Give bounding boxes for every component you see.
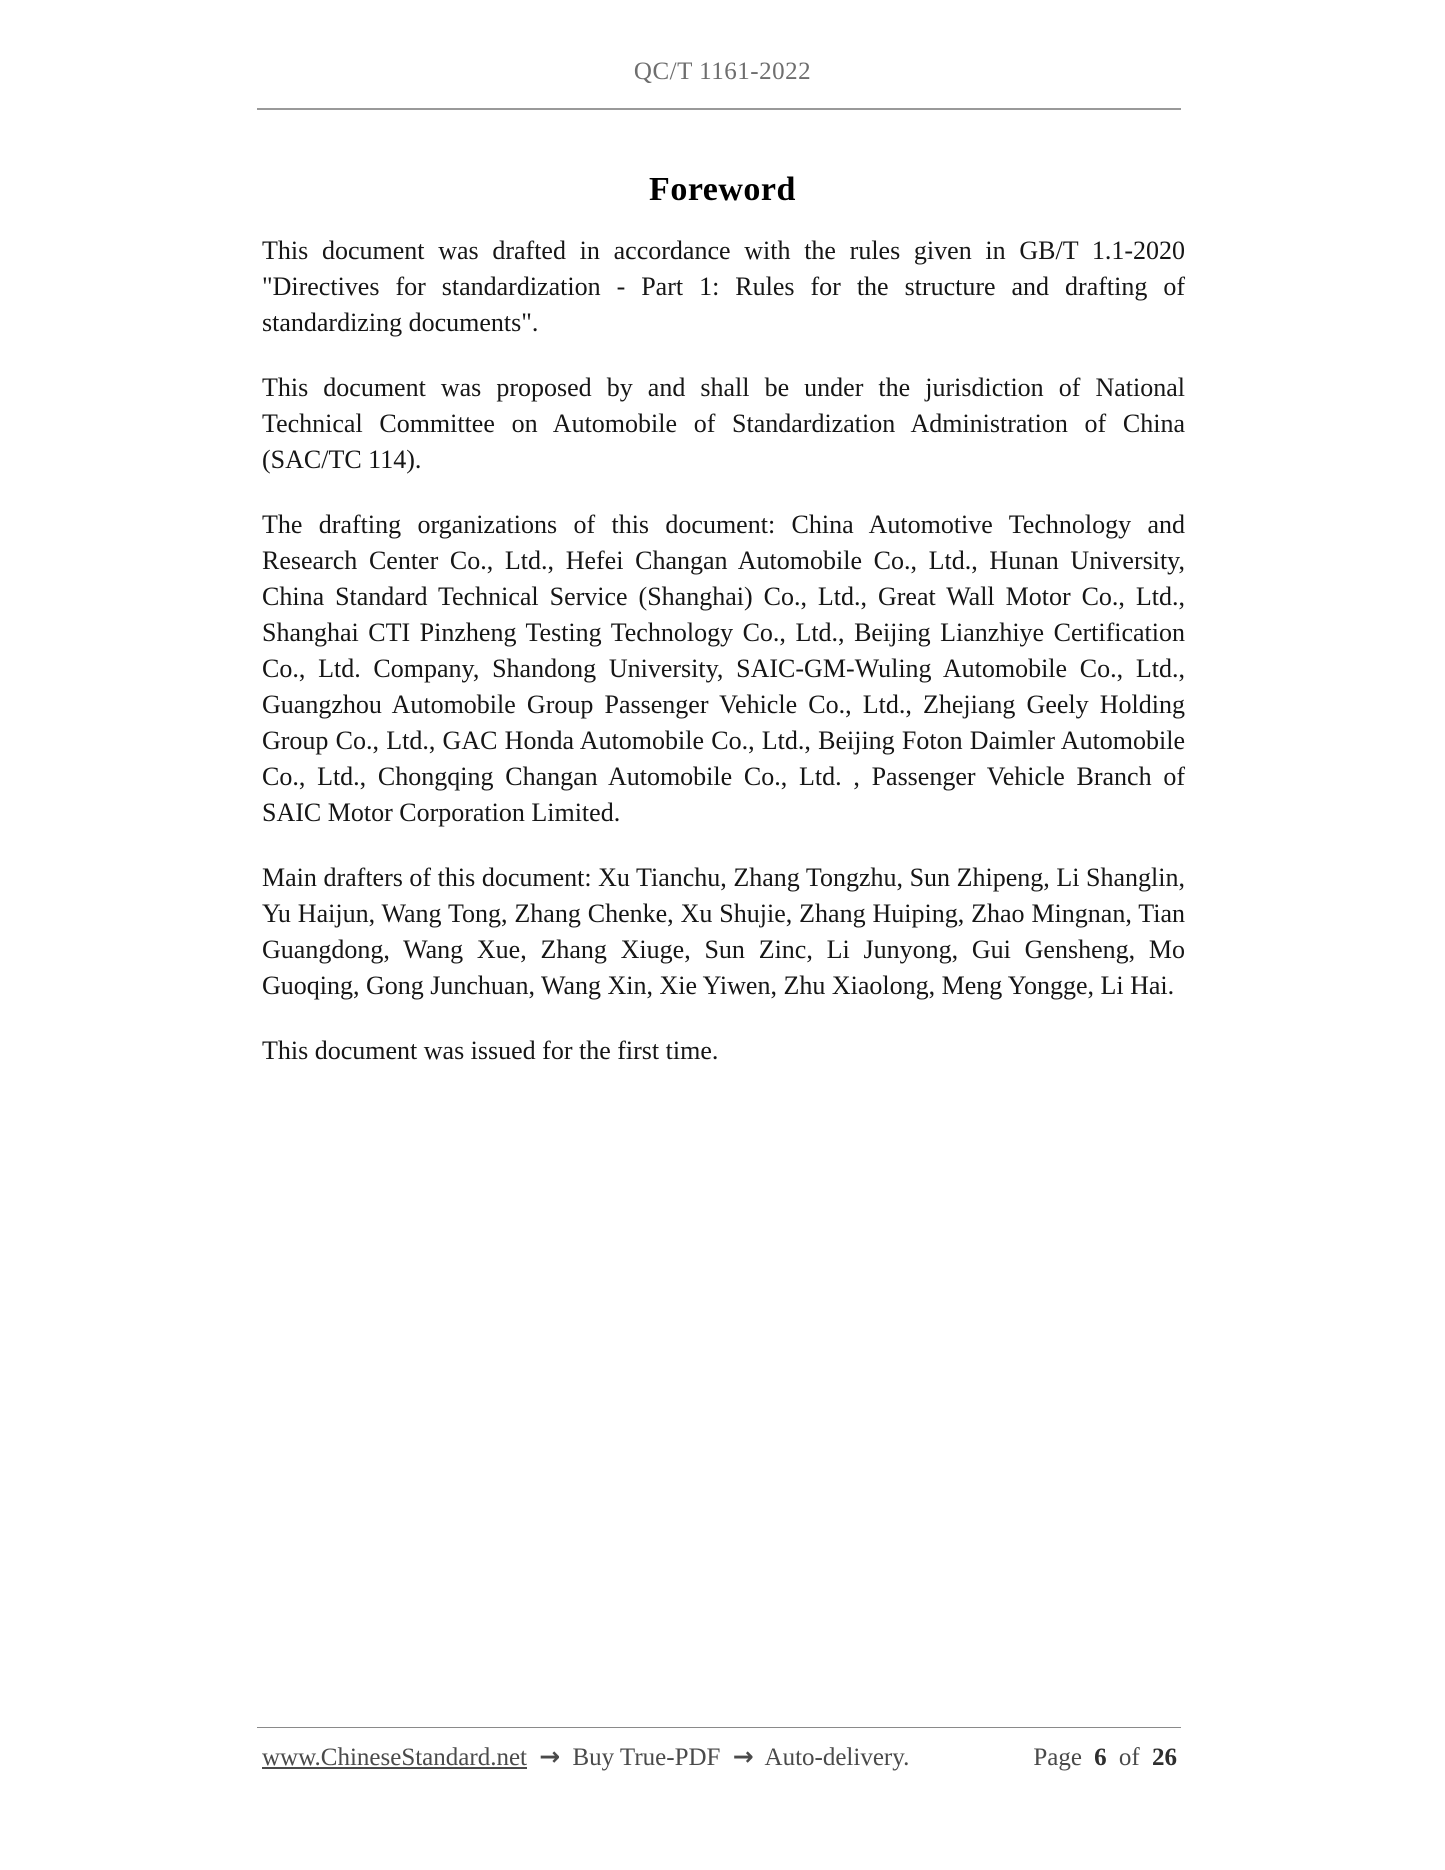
footer-divider [257, 1727, 1181, 1728]
foreword-body [262, 233, 1185, 1098]
page-word: Page [1033, 1744, 1082, 1771]
page-total-number: 26 [1152, 1744, 1177, 1771]
foreword-paragraph-drafting-rules: This document was drafted in accordance with the rules given in GB/T 1.1-2020 "Directives for standardization - Part 1: Rules for the structure and drafting of standardizing documents". [262, 236, 1185, 337]
of-word: of [1118, 1744, 1140, 1771]
page-footer [262, 1742, 1180, 1772]
footer-source-line [262, 1742, 909, 1772]
page-title: Foreword [649, 170, 796, 208]
page-indicator [1030, 1744, 1180, 1772]
right-arrow-icon: → [539, 1742, 561, 1771]
doc-number-header: QC/T 1161-2022 [633, 58, 812, 85]
foreword-paragraph-main-drafters: Main drafters of this document: Xu Tianchu, Zhang Tongzhu, Sun Zhipeng, Li Shanglin, Yu Haijun, Wang Tong, Zhang Chenke, Xu Shujie, Zhang Huiping, Zhao Mingnan, Tian Guangdong, Wang Xue, Zhang Xiuge, Sun Zinc, Li Junyong, Gui Gensheng, Mo Guoqing, Gong Junchuan, Wang Xin, Xie Yiwen, Zhu Xiaolong, Meng Yongge, Li Hai. [262, 863, 1185, 1000]
foreword-paragraph-drafting-organizations: The drafting organizations of this document: China Automotive Technology and Research Center Co., Ltd., Hefei Changan Automobile Co., Ltd., Hunan University, China Standard Technical Service (Shanghai) Co., Ltd., Great Wall Motor Co., Ltd., Shanghai CTI Pinzheng Testing Technology Co., Ltd., Beijing Lianzhiye Certification Co., Ltd. Company, Shandong University, SAIC-GM-Wuling Automobile Co., Ltd., Guangzhou Automobile Group Passenger Vehicle Co., Ltd., Zhejiang Geely Holding Group Co., Ltd., GAC Honda Automobile Co., Ltd., Beijing Foton Daimler Automobile Co., Ltd., Chongqing Changan Automobile Co., Ltd. , Passenger Vehicle Branch of SAIC Motor Corporation Limited. [262, 510, 1185, 827]
right-arrow-icon: → [732, 1742, 754, 1771]
page-current-number: 6 [1094, 1744, 1107, 1771]
header-divider [257, 108, 1181, 110]
site-link[interactable]: www.ChineseStandard.net [262, 1744, 527, 1771]
foreword-paragraph-first-issue: This document was issued for the first time. [262, 1036, 719, 1065]
foreword-paragraph-jurisdiction: This document was proposed by and shall be under the jurisdiction of National Technical Committee on Automobile of Standardization Administration of China (SAC/TC 114). [262, 373, 1185, 474]
footer-buy-text: Buy True-PDF [572, 1744, 721, 1771]
footer-delivery-text: Auto-delivery. [764, 1744, 910, 1771]
